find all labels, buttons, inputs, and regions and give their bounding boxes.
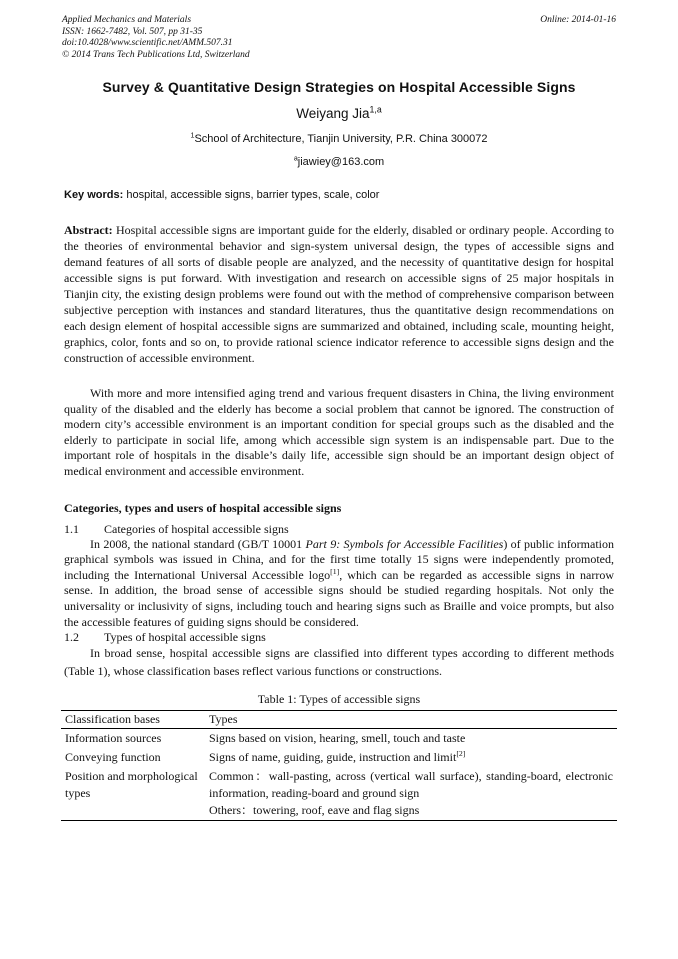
table-row [61,748,617,767]
table-cell-text: Others：towering, roof, eave and flag signs [209,803,420,818]
abstract-label: Abstract: [64,223,113,237]
table-cell-text: Common：wall-pasting, across (vertical wall surface), standing-board, electronic information, reading-board and ground sign [209,769,613,801]
intro-paragraph: With more and more intensified aging trend and various frequent disasters in China, the living environment quality of the disabled and the elderly has become a social problem that cannot be ignored. The construction of modern city’s accessible environment is an important condition for special groups such as the disabled and the elderly to participate in social life, among which accessible sign system is an indispensable part. Due to the important role of hospitals in the disable’s daily life, accessible sign should be an important design object of medical environment and accessible environment. [64,386,614,478]
table-header-cell: Types [205,711,617,729]
para-text: In 2008, the national standard (GB/T 10001 [90,536,306,551]
abstract [64,222,614,366]
table-row [61,729,617,749]
affiliation-line [64,133,614,145]
paper-page [64,15,614,821]
doi-line[interactable]: doi:10.4028/www.scientific.net/AMM.507.31 [62,38,233,48]
para-text: ) of public information graphical symbols was issued in China, and for the first time totally 15 signs were independently promoted, including the International Universal Accessible logo [64,536,615,582]
copyright-line: © 2014 Trans Tech Publications Ltd, Switzerland [62,49,250,60]
subsection-1-1 [64,522,614,537]
affiliation-text: School of Architecture, Tianjin University, P.R. China 300072 [194,133,488,145]
citation-ref[interactable]: [2] [456,749,466,759]
email-address[interactable]: jiawiey@163.com [297,156,385,168]
standard-title: Part 9: Symbols for Accessible Facilities [305,536,504,551]
subsection-title: Categories of hospital accessible signs [104,521,289,536]
keywords-label: Key words: [64,189,124,201]
affiliation-sup: 1 [190,131,195,140]
online-date: Online: 2014-01-16 [540,15,616,25]
citation-ref[interactable]: [1] [330,566,340,576]
table-caption: Table 1: Types of accessible signs [257,692,421,707]
subsection-title: Types of hospital accessible signs [104,630,266,645]
table-cell-text: Signs of name, guiding, guide, instruction and limit [209,750,457,765]
table-cell [205,748,617,767]
table-cell: Signs based on vision, hearing, smell, touch and taste [209,731,466,746]
table-header-cell: Classification bases [61,711,205,729]
author-sup: 1,a [369,104,382,115]
journal-header [62,15,614,61]
keywords [64,189,614,201]
section-heading: Categories, types and users of hospital accessible signs [64,500,342,515]
author-name: Weiyang Jia [296,106,370,121]
subsection-1-2 [64,630,614,645]
author-line [64,106,614,121]
types-table [61,710,617,821]
categories-paragraph [64,537,614,631]
abstract-text: Hospital accessible signs are important guide for the elderly, disabled or ordinary people. According to the theories of environmental behavior and sign-system universal design, the types of accessible signs and demand features of all sorts of disable people are analyzed, and the necessity of quantitative design for hospital accessible signs is put forward. With investigation and research on accessible signs of 25 major hospitals in Tianjin city, the existing design problems were found out with the method of comprehensive comparison between subjective perception with instances and standard literatures, thus the quantitative design recommendations on each design element of hospital accessible signs are summarized and obtained, including scale, mounting height, graphics, color, fonts and so on, to provide rational science indicator reference to accessible signs design and the construction of accessible environment. [64,223,614,365]
types-paragraph: In broad sense, hospital accessible signs are classified into different types according to different methods (Table 1), whose classification bases reflect various functions or constructions. [64,646,614,678]
journal-name: Applied Mechanics and Materials [62,15,192,25]
table-cell: Information sources [65,731,162,746]
table-row [61,767,617,821]
email-sup: a [293,154,298,163]
table-header-row [61,711,617,729]
email-line [64,156,614,168]
subsection-number: 1.1 [64,521,79,536]
table-cell [205,767,617,821]
subsection-number: 1.2 [64,630,79,645]
issn-line: ISSN: 1662-7482, Vol. 507, pp 31-35 [62,26,203,37]
para-text: , which can be regarded as accessible signs in narrow sense. In addition, the broad sense of accessible signs should be studied regarding hospitals. Not only the universality or inclusivity of signs, including touch and hearing signs such as Braille and voice prompts, but also the accessible features of guiding signs should be considered. [64,567,614,629]
paper-title: Survey & Quantitative Design Strategies on Hospital Accessible Signs [102,79,576,95]
table-cell: Position and morphological types [65,769,198,801]
table-cell: Conveying function [65,750,161,765]
keywords-text: hospital, accessible signs, barrier types, scale, color [123,189,380,201]
